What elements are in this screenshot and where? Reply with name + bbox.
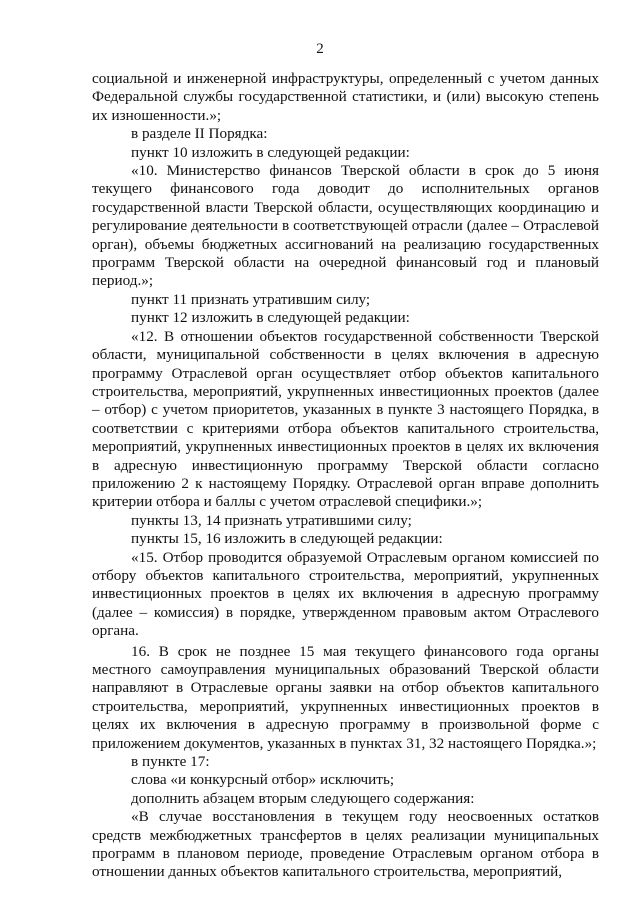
paragraph: пункт 11 признать утратившим силу;	[131, 290, 371, 308]
page-number: 2	[316, 41, 324, 57]
document-body	[92, 70, 599, 882]
paragraph: «В случае восстановления в текущем году неосвоенных остатков средств межбюджетных трансфертов в целях реализации муниципальных программ в плановом периоде, проведение Отраслевым органом отбора в отношении данных объектов капитального строительства, мероприятий,	[92, 808, 599, 881]
paragraph: в пункте 17:	[131, 753, 210, 771]
paragraph: в разделе II Порядка:	[131, 125, 268, 143]
paragraph: социальной и инженерной инфраструктуры, определенный с учетом данных Федеральной службы государственной статистики, и (или) высокую степень их изношенности.»;	[92, 70, 599, 124]
paragraph: пункты 15, 16 изложить в следующей редакции:	[131, 530, 443, 548]
paragraph: 16. В срок не позднее 15 мая текущего финансового года органы местного самоуправления муниципальных образований Тверской области направляют в Отраслевые органы заявки на отбор объектов капитального строительства, мероприятий, укрупненных инвестиционных проектов в целях их включения в адресную программу в произвольной форме с приложением документов, указанных в пунктах 31, 32 настоящего Порядка.»;	[92, 642, 599, 752]
paragraph: пункты 13, 14 признать утратившими силу;	[131, 511, 412, 529]
paragraph: пункт 10 изложить в следующей редакции:	[131, 143, 410, 161]
paragraph: дополнить абзацем вторым следующего содержания:	[131, 789, 475, 807]
paragraph: «15. Отбор проводится образуемой Отраслевым органом комиссией по отбору объектов капитального строительства, мероприятий, укрупненных инвестиционных проектов в целях их включения в адресную программу (далее – комиссия) в порядке, утвержденном правовым актом Отраслевого органа.	[92, 548, 599, 640]
paragraph: слова «и конкурсный отбор» исключить;	[131, 771, 395, 789]
paragraph: пункт 12 изложить в следующей редакции:	[131, 309, 410, 327]
paragraph: «12. В отношении объектов государственной собственности Тверской области, муниципальной собственности в целях включения в адресную программу Отраслевой орган осуществляет отбор объектов капитального строительства, мероприятий, укрупненных инвестиционных проектов (далее – отбор) с учетом приоритетов, указанных в пункте 3 настоящего Порядка, в соответствии с критериями отбора объектов капитального строительства, мероприятий, укрупненных инвестиционных проектов в целях их включения в адресную инвестиционную программу Тверской области согласно приложению 2 к настоящему Порядку. Отраслевой орган вправе дополнить критерии отбора и баллы с учетом отраслевой специфики.»;	[92, 327, 599, 511]
paragraph: «10. Министерство финансов Тверской области в срок до 5 июня текущего финансового года доводит до исполнительных органов государственной власти Тверской области, осуществляющих координацию и регулирование деятельности в соответствующей отрасли (далее – Отраслевой орган), объемы бюджетных ассигнований на реализацию государственных программ Тверской области на очередной финансовый год и плановый период.»;	[92, 162, 599, 290]
